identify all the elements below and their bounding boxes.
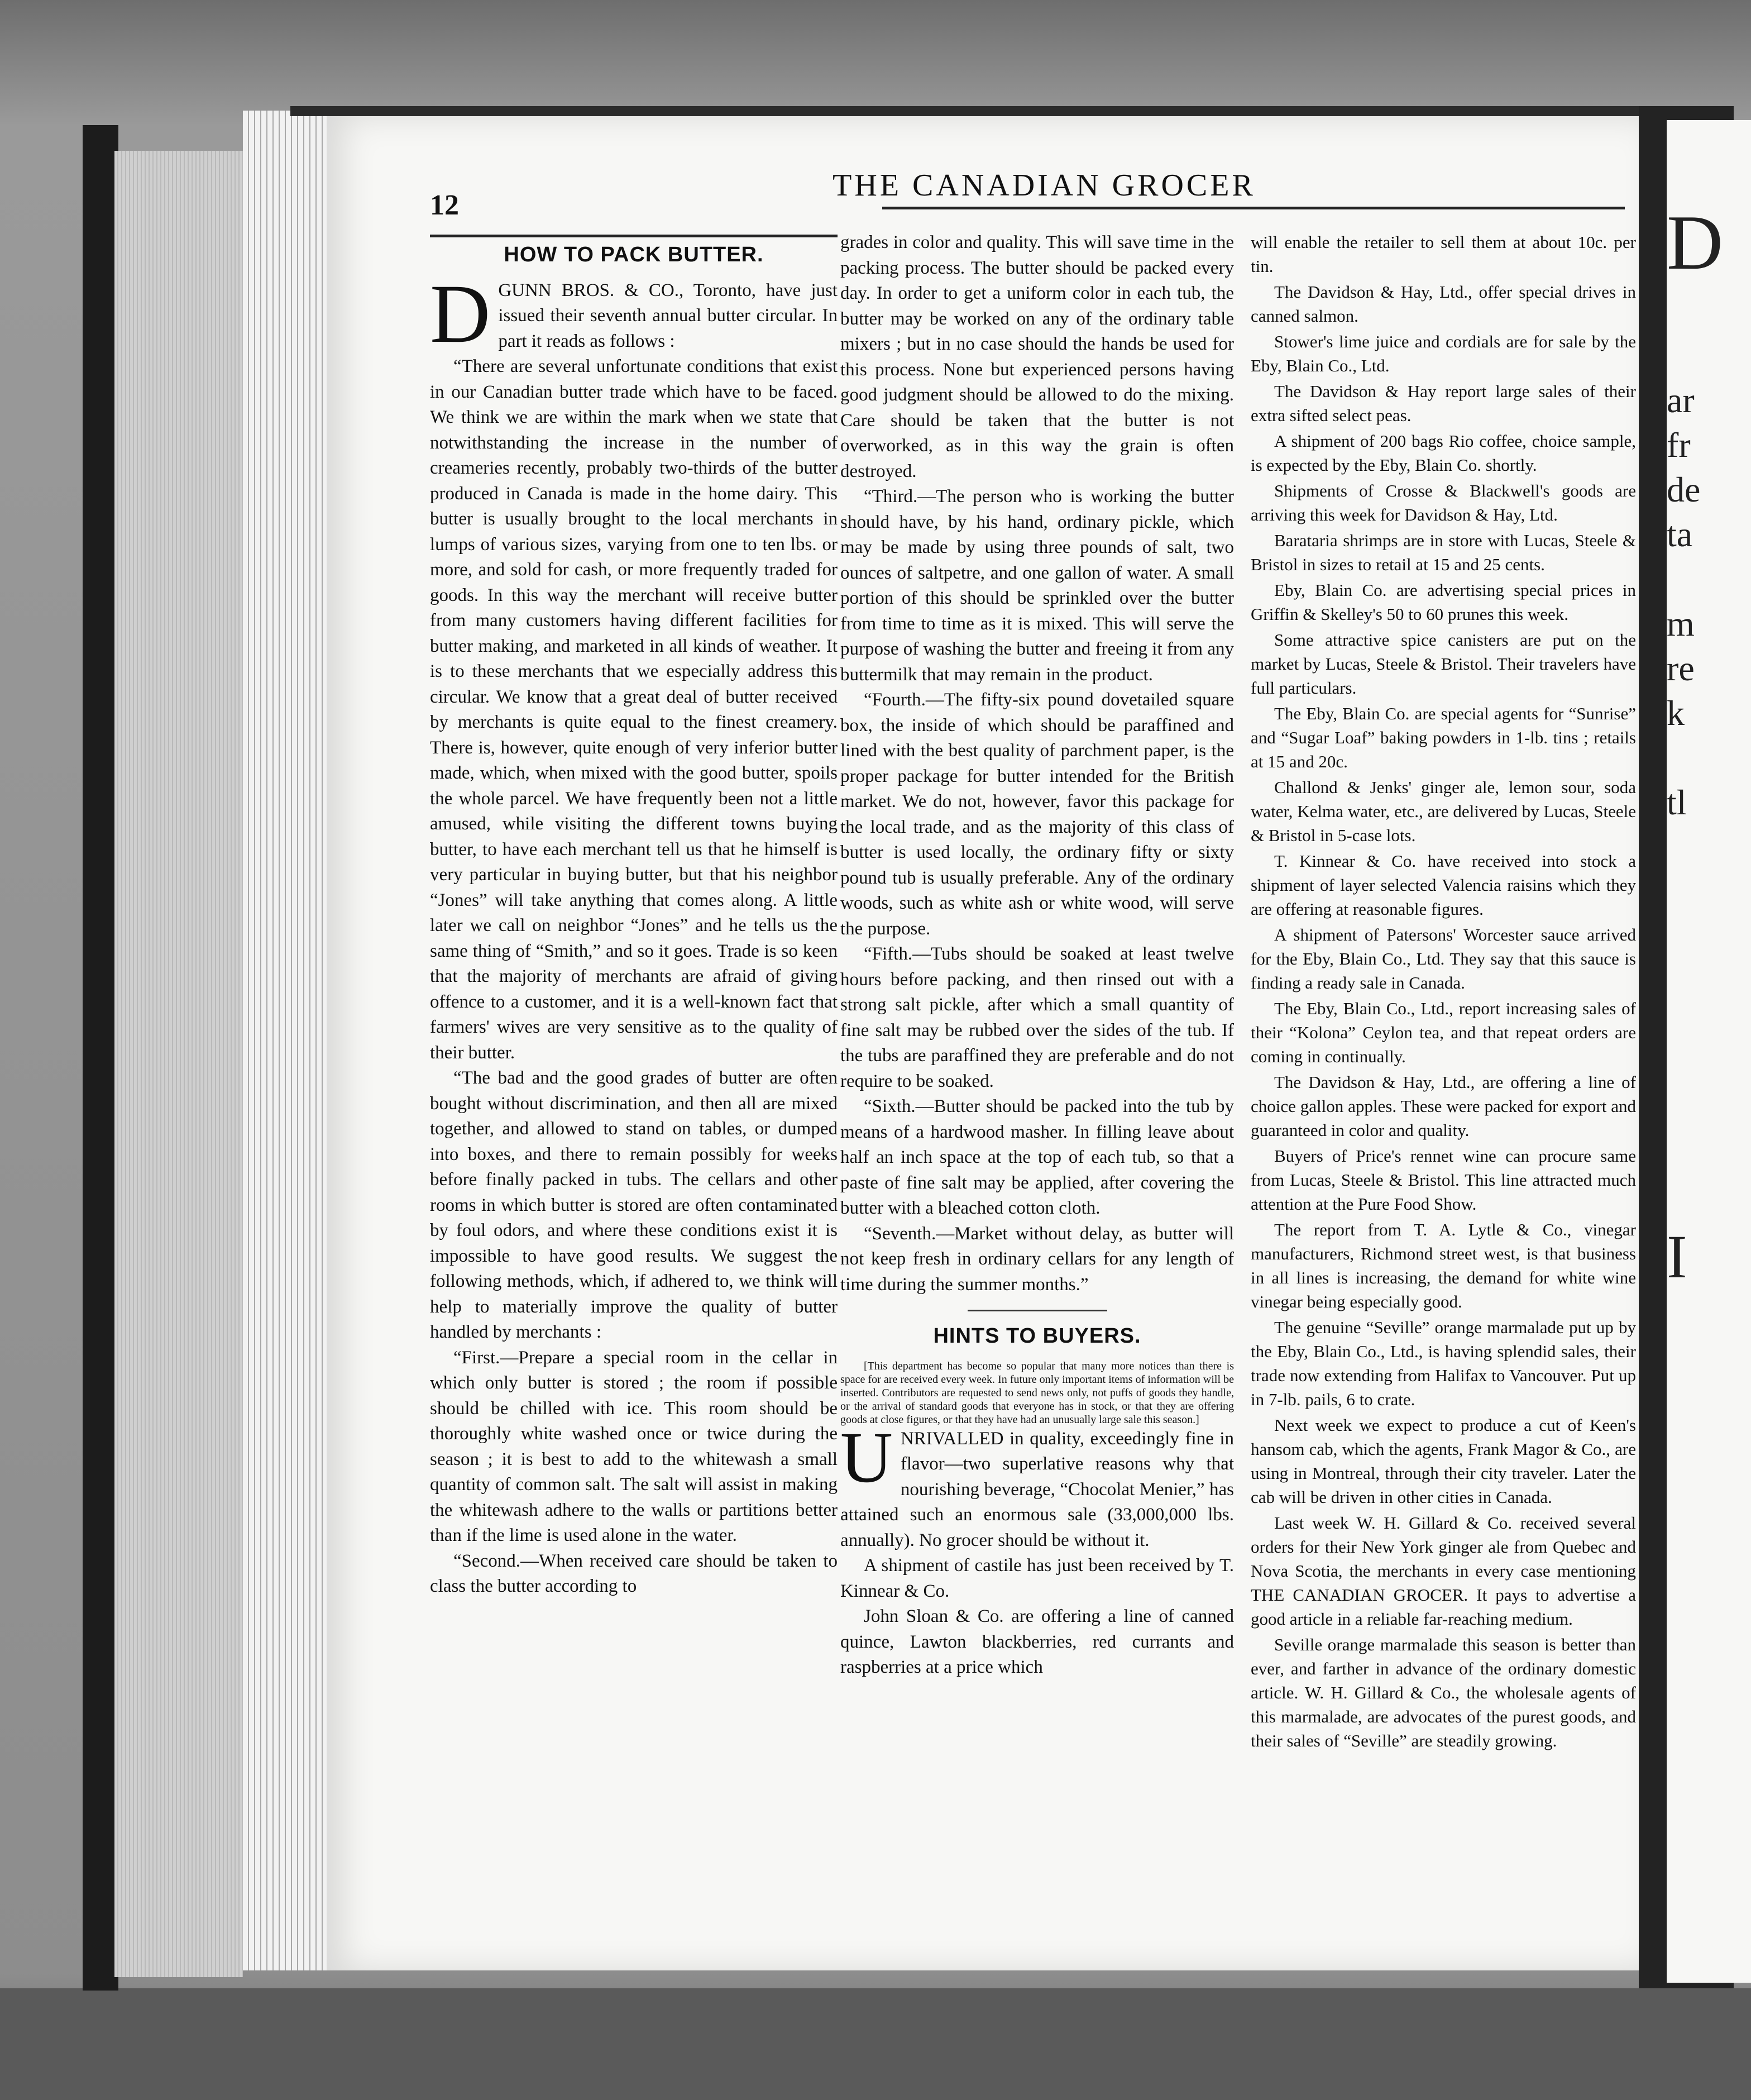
- hint-item: Some attractive spice canisters are put on the market by Lucas, Steele & Bristol. Their travelers have full particulars.: [1251, 630, 1636, 698]
- column-3: [1251, 230, 1636, 1754]
- hint-item: Challond & Jenks' ginger ale, lemon sour, soda water, Kelma water, etc., are delivered by Lucas, Steele & Bristol in 5-case lots.: [1251, 777, 1636, 845]
- hint-item: Barataria shrimps are in store with Lucas, Steele & Bristol in sizes to retail at 15 and 25 cents.: [1251, 531, 1636, 574]
- article-paragraph: “First.—Prepare a special room in the cellar in which only butter is stored ; the room if possible should be chilled with ice. This room should be thoroughly white washed once or twice during the season ; it is best to add to the whitewash a small quantity of common salt. The salt will assist in making the whitewash adhere to the walls or partitions better than if the lime is used alone in the water.: [430, 1347, 838, 1545]
- hint-item: The Eby, Blain Co. are special agents for “Sunrise” and “Sugar Loaf” baking powders in 1-lb. tins ; retails at 15 and 20c.: [1251, 704, 1636, 771]
- article-paragraph: “Seventh.—Market without delay, as butter will not keep fresh in ordinary cellars for any length of time during the summer months.”: [840, 1223, 1234, 1295]
- hints-heading: HINTS TO BUYERS.: [933, 1324, 1141, 1348]
- hints-lead: [840, 1417, 1234, 1554]
- hint-item: Eby, Blain Co. are advertising special prices in Griffin & Skelley's 50 to 60 prunes this week.: [1251, 580, 1636, 624]
- hint-item: The Eby, Blain Co., Ltd., report increasing sales of their “Kolona” Ceylon tea, and that repeat orders are coming in continually.: [1251, 999, 1636, 1066]
- drop-cap: D: [430, 267, 491, 360]
- column-1: [430, 230, 838, 1600]
- hint-item: Buyers of Price's rennet wine can procure same from Lucas, Steele & Bristol. This line attracted much attention at the Pure Food Show.: [1251, 1146, 1636, 1214]
- article-paragraph: “Sixth.—Butter should be packed into the tub by means of a hardwood masher. In filling leave about half an inch space at the top of each tub, so that a paste of fine salt may be applied, after covering the butter with a bleached cotton cloth.: [840, 1096, 1234, 1218]
- next-page-text: tl: [1667, 782, 1687, 822]
- article-paragraph: grades in color and quality. This will save time in the packing process. The butter should be packed every day. In order to get a uniform color in each tub, the butter may be worked on any of the ordinary table mixers ; but in no case should the hands be used for this process. None but experienced persons having good judgment should be allowed to do the mixing. Care should be taken that the butter is not overworked, as in this way the grain is often destroyed.: [840, 232, 1234, 481]
- article-paragraph: “Second.—When received care should be taken to class the butter according to: [430, 1550, 838, 1596]
- article-paragraph: “Fifth.—Tubs should be soaked at least twelve hours before packing, and then rinsed out with a strong salt pickle, after which a small quantity of fine salt may be rubbed over the sides of the tub. If the tubs are paraffined they are preferable and do not require to be soaked.: [840, 944, 1234, 1091]
- book-top-edge: [290, 106, 1647, 116]
- next-page-text: re: [1667, 648, 1695, 688]
- page-number: 12: [430, 189, 459, 221]
- hint-item: The Davidson & Hay, Ltd., offer special drives in canned salmon.: [1251, 282, 1636, 326]
- hint-item: The Davidson & Hay, Ltd., are offering a line of choice gallon apples. These were packed for export and guaranteed in color and quality.: [1251, 1072, 1636, 1140]
- hint-item: The Davidson & Hay report large sales of their extra sifted select peas.: [1251, 381, 1636, 425]
- hint-item: John Sloan & Co. are offering a line of canned quince, Lawton blackberries, red currants and raspberries at a price which: [840, 1606, 1234, 1677]
- hint-item: The genuine “Seville” orange marmalade put up by the Eby, Blain Co., Ltd., is having splendid sales, their trade now extending from Halifax to Vancouver. Put up in 7-lb. pails, 6 to crate.: [1251, 1318, 1636, 1409]
- hint-item: A shipment of Patersons' Worcester sauce arrived for the Eby, Blain Co., Ltd. They say that this sauce is finding a ready sale in Canada.: [1251, 925, 1636, 992]
- column-2: [840, 230, 1234, 1681]
- next-page-text: ta: [1667, 514, 1693, 554]
- article-paragraph: “There are several unfortunate conditions that exist in our Canadian butter trade which have to be faced. We think we are within the mark when we state that notwithstanding the increase in the number of creameries recently, probably two-thirds of the butter produced in Canada is made in the home dairy. This butter is usually brought to the local merchants in lumps of various sizes, varying from one to ten lbs. or more, and sold for cash, or more frequently traded for goods. In this way the merchant will receive butter from many customers having different facilities for butter making, and marketed in all kinds of weather. It is to these merchants that we especially address this circular. We know that a great deal of butter received by merchants is quite equal to the finest creamery. There is, however, quite enough of very inferior butter made, which, when mixed with the good butter, spoils the whole parcel. We have frequently been not a little amused, while visiting the different towns buying butter, to have each merchant tell us that he himself is very particular in buying butter, but that his neighbor “Jones” will take anything that comes along. A little later we call on neighbor “Jones” and he tells us the same thing of “Smith,” and so it goes. Trade is so keen that the majority of merchants are afraid of giving offence to a customer, and it is a well-known fact that farmers' wives are very sensitive as to the quality of their butter.: [430, 356, 838, 1063]
- page-block-edges: [114, 151, 243, 1977]
- article-lead-text: GUNN BROS. & CO., Toronto, have just issued their seventh annual butter circular. In part it reads as follows :: [498, 280, 838, 351]
- hint-item: Shipments of Crosse & Blackwell's goods are arriving this week for Davidson & Hay, Ltd.: [1251, 481, 1636, 524]
- article-paragraph: “Fourth.—The fifty-six pound dovetailed square box, the inside of which should be paraffined and lined with the best quality of parchment paper, is the proper package for butter intended for the British market. We do not, however, favor this package for the local trade, and as the majority of this class of butter is used locally, the ordinary fifty or sixty pound tub is usually preferable. Any of the ordinary woods, such as white ash or white wood, will serve the purpose.: [840, 690, 1234, 939]
- hint-item: A shipment of castile has just been received by T. Kinnear & Co.: [840, 1555, 1234, 1601]
- hints-notice: [This department has become so popular that many more notices than there is space for are received every week. In future only important items of information will be inserted. Contributors are requested to send news only, not puffs of goods they handle, or the arrival of standard goods that everyone has in stock, or that they are offering goods at close figures, or that they have had an unusually large sale this season.]: [840, 1359, 1234, 1426]
- section-divider: [968, 1310, 1107, 1311]
- next-page-text: k: [1667, 693, 1685, 733]
- next-page-fragment: [1667, 120, 1751, 1983]
- next-page-text: ar: [1667, 380, 1695, 420]
- next-page-text: de: [1667, 470, 1701, 509]
- article-lead: [430, 267, 838, 360]
- hint-item: will enable the retailer to sell them at about 10c. per tin.: [1251, 232, 1636, 276]
- header-rule: [882, 207, 1625, 209]
- hints-lead-text: NRIVALLED in quality, exceedingly fine in flavor—two superlative reasons why that nourishing beverage, “Chocolat Menier,” has attained such an enormous sale (33,000,000 lbs. annually). No grocer should be without it.: [840, 1428, 1234, 1550]
- article-paragraph: “The bad and the good grades of butter are often bought without discrimination, and then all are mixed together, and allowed to stand on tables, or dumped into boxes, and there to remain possibly for weeks before finally packed in tubs. The cellars and other rooms in which butter is stored are often contaminated by foul odors, and where these conditions exist it is impossible to have good results. We suggest the following methods, which, if adhered to, we think will help to materially improve the quality of butter handled by merchants :: [430, 1068, 838, 1342]
- hint-item: T. Kinnear & Co. have received into stock a shipment of layer selected Valencia raisins which they are offering at reasonable figures.: [1251, 851, 1636, 919]
- next-page-text: D: [1667, 199, 1724, 286]
- book-gutter: [243, 111, 327, 1970]
- hint-item: Stower's lime juice and cordials are for sale by the Eby, Blain Co., Ltd.: [1251, 332, 1636, 375]
- hint-item: The report from T. A. Lytle & Co., vinegar manufacturers, Richmond street west, is that business in all lines is increasing, the demand for white wine vinegar being especially good.: [1251, 1220, 1636, 1311]
- book-cover-edge: [83, 125, 118, 1991]
- next-page-text: fr: [1667, 425, 1691, 465]
- drop-cap: U: [840, 1417, 893, 1498]
- hint-item: A shipment of 200 bags Rio coffee, choice sample, is expected by the Eby, Blain Co. shortly.: [1251, 431, 1636, 475]
- hint-item: Seville orange marmalade this season is better than ever, and farther in advance of the ordinary domestic article. W. H. Gillard & Co., the wholesale agents of this marmalade, are advocates of the purest goods, and their sales of “Seville” are steadily growing.: [1251, 1635, 1636, 1750]
- next-page-text: I: [1667, 1223, 1687, 1291]
- next-page-text: m: [1667, 604, 1695, 643]
- hint-item: Next week we expect to produce a cut of Keen's hansom cab, which the agents, Frank Magor & Co., are using in Montreal, through their city traveler. Later the cab will be driven in other cities in Canada.: [1251, 1415, 1636, 1507]
- hint-item: Last week W. H. Gillard & Co. received several orders for their New York ginger ale from Quebec and Nova Scotia, the merchants in every case mentioning THE CANADIAN GROCER. It pays to advertise a good article in a reliable far-reaching medium.: [1251, 1513, 1636, 1629]
- article-paragraph: “Third.—The person who is working the butter should have, by his hand, ordinary pickle, which may be made by using three pounds of salt, two ounces of saltpetre, and one gallon of water. A small portion of this should be sprinkled over the butter from time to time as it is mixed. This will serve the purpose of washing the butter and freeing it from any buttermilk that may remain in the product.: [840, 486, 1234, 685]
- article-heading: HOW TO PACK BUTTER.: [504, 243, 764, 266]
- masthead: THE CANADIAN GROCER: [833, 168, 1256, 203]
- scan-bottom-shadow: [0, 1988, 1751, 2100]
